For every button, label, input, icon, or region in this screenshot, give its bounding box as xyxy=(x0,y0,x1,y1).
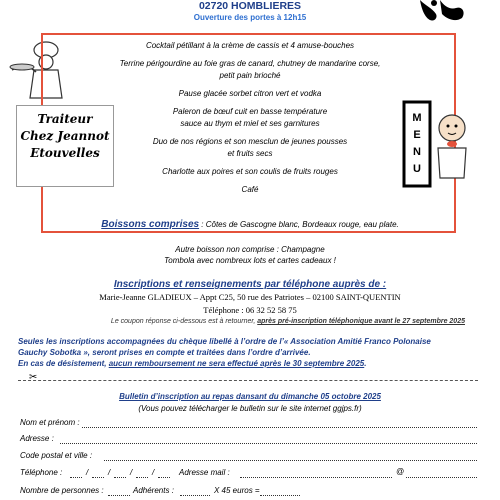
menu-item: Paleron de bœuf cuit en basse température xyxy=(172,107,328,116)
menu-item: Terrine périgourdine au foie gras de canard, chutney de mandarine corse, xyxy=(119,59,381,68)
inscriptions-title: Inscriptions et renseignements par téléphone auprès de : xyxy=(113,279,387,290)
autre-boisson xyxy=(0,244,500,266)
boissons-label: Boissons comprises xyxy=(101,219,200,230)
traiteur-box xyxy=(16,105,114,187)
menu-item: Duo de nos régions et son mesclun de jeunes pousses xyxy=(152,137,348,146)
inscriptions-phone: Téléphone : 06 32 52 58 75 xyxy=(203,305,297,315)
adults-field[interactable] xyxy=(180,494,210,496)
menu-item: Cocktail pétillant à la crème de cassis et 4 amuse-bouches xyxy=(145,41,355,50)
boissons-line xyxy=(60,219,440,230)
notice-line-2: Gauchy Sobotka », seront prises en compte et traitées dans l’ordre d’arrivée. xyxy=(18,348,311,357)
header-doors-time: Ouverture des portes à 12h15 xyxy=(193,13,307,22)
coupon-emphasis: après pré-inscription téléphonique avant le 27 septembre 2025 xyxy=(257,318,465,325)
adults-label: Adhérents : xyxy=(133,486,174,495)
header-postal: 02720 HOMBLIERES xyxy=(198,0,302,12)
phone-slash: / xyxy=(130,468,133,477)
boissons-text: : Côtes de Gascogne blanc, Bordeaux rouge, eau plate. xyxy=(199,220,399,229)
postal-city-field[interactable] xyxy=(104,459,477,461)
persons-label: Nombre de personnes : xyxy=(20,486,104,495)
menu-item: petit pain brioché xyxy=(219,71,281,80)
menu-item: et fruits secs xyxy=(227,149,273,158)
email-label: Adresse mail : xyxy=(179,468,230,477)
menu-sign-letter: E xyxy=(413,129,421,141)
menu-sign-letter: N xyxy=(413,146,421,158)
traiteur-line: Chez Jeannot xyxy=(20,129,110,143)
phone-slash: / xyxy=(152,468,155,477)
email-at: @ xyxy=(396,467,405,476)
notice-line-3c: . xyxy=(364,359,367,368)
notice-line-3a: En cas de désistement, xyxy=(18,359,109,368)
menu-list xyxy=(60,40,440,196)
bulletin-title: Bulletin d’inscription au repas dansant du dimanche 05 octobre 2025 xyxy=(119,392,381,401)
phone-field-5[interactable] xyxy=(158,476,170,478)
scissors-icon: ✂ xyxy=(29,372,38,383)
name-field[interactable] xyxy=(82,426,477,428)
email-user-field[interactable] xyxy=(240,476,392,478)
autre-line-1: Autre boisson non comprise : Champagne xyxy=(175,245,325,254)
payment-notice xyxy=(18,336,483,369)
inscriptions-address: Marie-Jeanne GLADIEUX – Appt C25, 50 rue des Patriotes – 02100 SAINT-QUENTIN xyxy=(99,292,401,302)
price-label: X 45 euros = xyxy=(214,486,260,495)
notice-line-3b: aucun remboursement ne sera effectué après le 30 septembre 2025 xyxy=(108,359,365,368)
menu-sign-letter: U xyxy=(413,163,421,175)
phone-field-1[interactable] xyxy=(70,476,82,478)
phone-slash: / xyxy=(86,468,89,477)
phone-field-3[interactable] xyxy=(114,476,126,478)
menu-item: Café xyxy=(241,185,259,194)
phone-label: Téléphone : xyxy=(20,468,63,477)
persons-field[interactable] xyxy=(108,494,130,496)
address-field[interactable] xyxy=(60,442,477,444)
menu-sign-letter: M xyxy=(412,112,422,124)
cut-line xyxy=(18,380,478,381)
phone-slash: / xyxy=(108,468,111,477)
name-label: Nom et prénom : xyxy=(20,418,80,427)
postal-label: Code postal et ville : xyxy=(20,451,93,460)
traiteur-line: Traiteur xyxy=(37,112,93,126)
phone-field-4[interactable] xyxy=(136,476,148,478)
bulletin-subtitle: (Vous pouvez télécharger le bulletin sur le site internet ggjps.fr) xyxy=(138,404,362,413)
coupon-note xyxy=(20,318,465,325)
phone-field-2[interactable] xyxy=(92,476,104,478)
menu-item: Pause glacée sorbet citron vert et vodka xyxy=(178,89,322,98)
coupon-text: Le coupon réponse ci-dessous est à retourner, xyxy=(110,318,258,325)
traiteur-line: Etouvelles xyxy=(30,146,100,160)
total-field[interactable] xyxy=(260,494,300,496)
autre-line-2: Tombola avec nombreux lots et cartes cadeaux ! xyxy=(164,256,336,265)
address-label: Adresse : xyxy=(20,434,54,443)
dancers-icon xyxy=(412,0,467,22)
menu-item: sauce au thym et miel et ses garnitures xyxy=(180,119,320,128)
email-domain-field[interactable] xyxy=(406,476,477,478)
menu-sign-letters xyxy=(404,110,430,178)
menu-item: Charlotte aux poires et son coulis de fruits rouges xyxy=(162,167,338,176)
notice-line-1: Seules les inscriptions accompagnées du chèque libellé à l’ordre de l’« Association Amitié Franco Polonaise xyxy=(18,337,431,346)
